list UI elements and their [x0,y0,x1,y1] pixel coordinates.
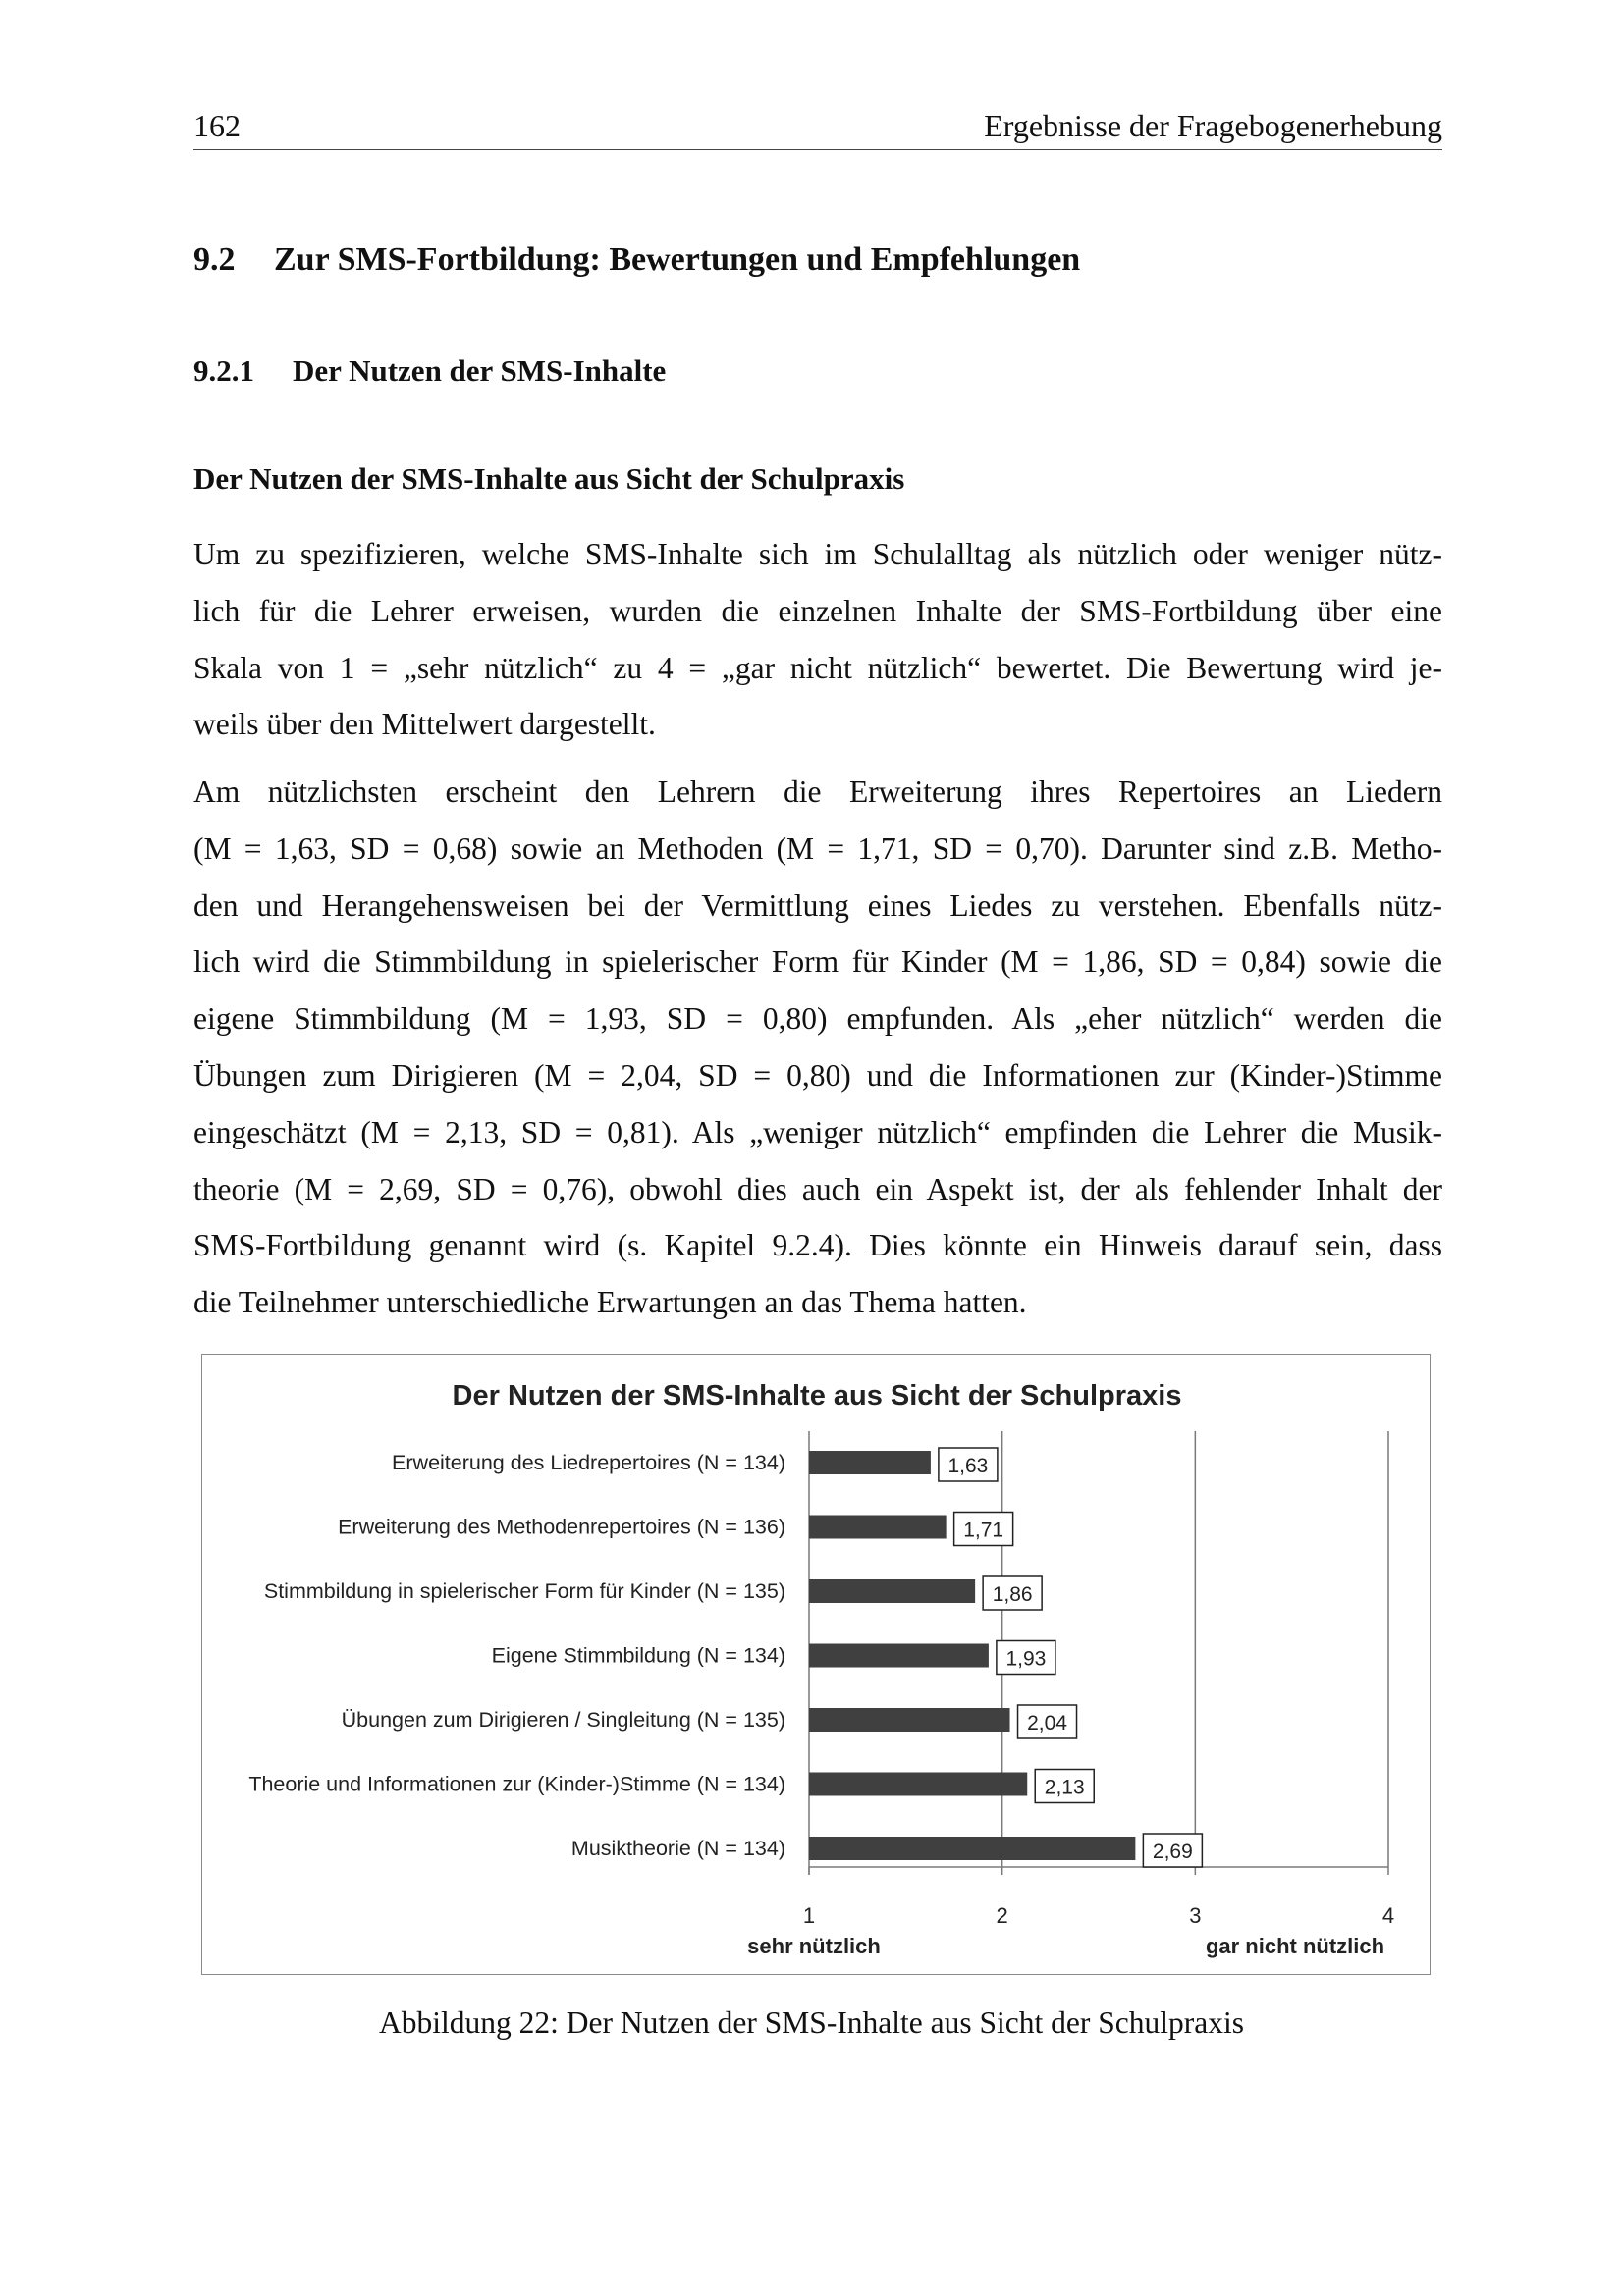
paragraph-2 [193,764,1442,1331]
subsection-number: 9.2.1 [193,353,254,388]
paragraph-line: lich wird die Stimmbildung in spielerischer Form für Kinder (M = 1,86, SD = 0,84) sowie die [193,944,1442,980]
data-label: 2,13 [1044,1776,1085,1799]
paragraph-line: Skala von 1 = „sehr nützlich“ zu 4 = „gar nicht nützlich“ bewertet. Die Bewertung wird je- [193,650,1442,685]
paragraph-1 [193,526,1442,753]
x-tick-label: 4 [1381,1903,1395,1928]
paragraph-line: weils über den Mittelwert dargestellt. [193,707,656,742]
paragraph-line: lich für die Lehrer erweisen, wurden die einzelnen Inhalte der SMS-Fortbildung über eine [193,593,1442,628]
bar [809,1708,1010,1732]
section-heading [193,241,1080,279]
x-axis-label-left: sehr nützlich [747,1934,881,1958]
paragraph-line: Übungen zum Dirigieren (M = 2,04, SD = 0,80) und die Informationen zur (Kinder-)Stimme [193,1057,1442,1093]
subsection-heading [193,353,666,389]
paragraph-line: Um zu spezifizieren, welche SMS-Inhalte sich im Schulalltag als nützlich oder weniger nütz- [193,537,1442,571]
data-label: 2,04 [1027,1712,1067,1735]
data-label: 1,93 [1005,1647,1047,1671]
bar [809,1451,931,1474]
category-label: Theorie und Informationen zur (Kinder-)Stimme (N = 134) [248,1772,785,1796]
data-label: 2,69 [1152,1841,1193,1863]
data-label: 1,86 [992,1583,1033,1606]
bar-chart [202,1355,1432,1976]
category-label: Eigene Stimmbildung (N = 134) [491,1643,785,1668]
paragraph-line: den und Herangehensweisen bei der Vermittlung eines Liedes zu verstehen. Ebenfalls nütz- [193,887,1442,923]
figure-caption: Abbildung 22: Der Nutzen der SMS-Inhalte aus Sicht der Schulpraxis [379,2005,1244,2040]
paragraph-line: eigene Stimmbildung (M = 1,93, SD = 0,80) empfunden. Als „eher nützlich“ werden die [193,1001,1442,1037]
x-tick-label: 1 [802,1903,816,1928]
page-header [193,106,1442,150]
x-axis-label-right: gar nicht nützlich [1205,1934,1385,1958]
paragraph-line: SMS-Fortbildung genannt wird (s. Kapitel 9.2.4). Dies könnte ein Hinweis darauf sein, dass [193,1228,1442,1263]
running-title: Ergebnisse der Fragebogenerhebung [984,108,1442,143]
bar [809,1837,1135,1860]
data-label: 1,63 [947,1455,989,1477]
subheading: Der Nutzen der SMS-Inhalte aus Sicht der Schulpraxis [193,461,905,496]
bar [809,1773,1027,1796]
page-number: 162 [193,108,241,143]
paragraph-line: die Teilnehmer unterschiedliche Erwartungen an das Thema hatten. [193,1285,1027,1320]
paragraph-line: Am nützlichsten erscheint den Lehrern die Erweiterung ihres Repertoires an Liedern [193,774,1442,809]
subsection-title: Der Nutzen der SMS-Inhalte [293,353,667,388]
category-label: Stimmbildung in spielerischer Form für Kinder (N = 135) [263,1579,785,1603]
x-tick-label: 3 [1189,1903,1202,1928]
data-label: 1,71 [963,1519,1004,1542]
category-label: Erweiterung des Liedrepertoires (N = 134) [392,1451,785,1474]
x-tick-label: 2 [996,1903,1008,1928]
category-label: Musiktheorie (N = 134) [570,1837,785,1860]
bar [809,1579,975,1603]
category-label: Erweiterung des Methodenrepertoires (N = 136) [338,1515,785,1539]
category-label: Übungen zum Dirigieren / Singleitung (N = 135) [341,1708,785,1732]
paragraph-line: (M = 1,63, SD = 0,68) sowie an Methoden (M = 1,71, SD = 0,70). Darunter sind z.B. Metho- [193,830,1442,866]
chart-figure [201,1354,1431,1975]
paragraph-line: theorie (M = 2,69, SD = 0,76), obwohl dies auch ein Aspekt ist, der als fehlender Inhalt der [193,1171,1442,1206]
chart-title: Der Nutzen der SMS-Inhalte aus Sicht der Schulpraxis [452,1380,1182,1412]
bar [809,1644,989,1668]
bar [809,1516,947,1539]
section-number: 9.2 [193,241,236,278]
paragraph-line: eingeschätzt (M = 2,13, SD = 0,81). Als „weniger nützlich“ empfinden die Lehrer die Musik- [193,1114,1442,1149]
section-title: Zur SMS-Fortbildung: Bewertungen und Empfehlungen [274,241,1081,278]
